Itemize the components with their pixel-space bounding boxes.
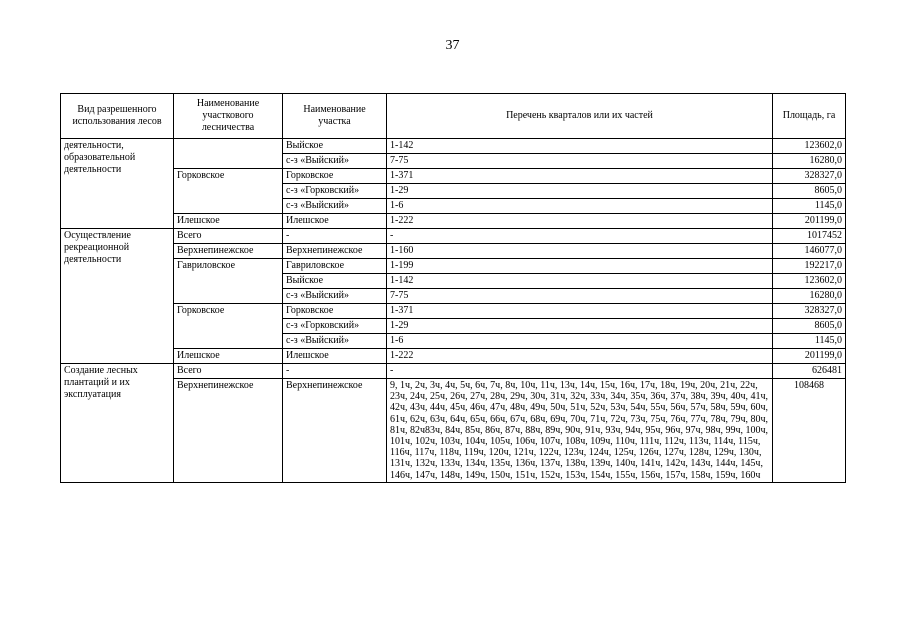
- quarters-cell: 1-371: [387, 304, 773, 319]
- table-header-row: [61, 94, 846, 139]
- quarters-cell: 7-75: [387, 154, 773, 169]
- table-row: [61, 229, 846, 244]
- area-cell: 8605,0: [773, 319, 846, 334]
- quarters-cell: 1-142: [387, 274, 773, 289]
- area-cell: 328327,0: [773, 304, 846, 319]
- site-cell: с-з «Выйский»: [283, 154, 387, 169]
- area-cell: 328327,0: [773, 169, 846, 184]
- quarters-cell: 1-6: [387, 199, 773, 214]
- header-quarters: Перечень кварталов или их частей: [387, 94, 773, 139]
- area-cell: 192217,0: [773, 259, 846, 274]
- site-cell: с-з «Выйский»: [283, 334, 387, 349]
- area-cell: 123602,0: [773, 274, 846, 289]
- table-row: [61, 139, 846, 154]
- area-cell: 108468: [773, 379, 846, 483]
- forestry-cell: Илешское: [174, 349, 283, 364]
- quarters-cell: 7-75: [387, 289, 773, 304]
- table-row: [61, 214, 846, 229]
- site-cell: Верхнепинежское: [283, 379, 387, 483]
- site-cell: с-з «Горковский»: [283, 184, 387, 199]
- area-cell: 1145,0: [773, 199, 846, 214]
- area-cell: 201199,0: [773, 214, 846, 229]
- site-cell: Верхнепинежское: [283, 244, 387, 259]
- forestry-cell: Илешское: [174, 214, 283, 229]
- quarters-cell: 1-142: [387, 139, 773, 154]
- forest-use-table: [60, 93, 846, 483]
- area-cell: 146077,0: [773, 244, 846, 259]
- forestry-cell: Гавриловское: [174, 259, 283, 304]
- table-row: [61, 379, 846, 483]
- forestry-cell: Горковское: [174, 304, 283, 349]
- table-row: [61, 304, 846, 319]
- quarters-cell: 1-29: [387, 319, 773, 334]
- use-type-cell: Осуществление рекреационной деятельности: [61, 229, 174, 364]
- forestry-cell: Всего: [174, 229, 283, 244]
- area-cell: 1017452: [773, 229, 846, 244]
- forestry-cell: Всего: [174, 364, 283, 379]
- site-cell: Горковское: [283, 304, 387, 319]
- quarters-cell: -: [387, 364, 773, 379]
- quarters-cell: 1-222: [387, 214, 773, 229]
- site-cell: -: [283, 364, 387, 379]
- use-type-cell: деятельности, образовательной деятельности: [61, 139, 174, 229]
- forestry-cell: Горковское: [174, 169, 283, 214]
- header-area: Площадь, га: [773, 94, 846, 139]
- quarters-list-cell: 9, 1ч, 2ч, 3ч, 4ч, 5ч, 6ч, 7ч, 8ч, 10ч, 11ч, 13ч, 14ч, 15ч, 16ч, 17ч, 18ч, 19ч, 20ч, 21ч, 22ч, 23ч, 24ч, 25ч, 26ч, 27ч, 28ч, 29ч, 30ч, 31ч, 32ч, 33ч, 34ч, 35ч, 36ч, 37ч, 38ч, 39ч, 40ч, 41ч, 42ч, 43ч, 44ч, 45ч, 46ч, 47ч, 48ч, 49ч, 50ч, 51ч, 52ч, 53ч, 54ч, 55ч, 56ч, 57ч, 58ч, 59ч, 60ч, 61ч, 62ч, 63ч, 64ч, 65ч, 66ч, 67ч, 68ч, 69ч, 70ч, 71ч, 72ч, 73ч, 75ч, 76ч, 77ч, 78ч, 79ч, 80ч, 81ч, 82ч83ч, 84ч, 85ч, 86ч, 87ч, 88ч, 89ч, 90ч, 91ч, 93ч, 94ч, 95ч, 96ч, 97ч, 98ч, 99ч, 100ч, 101ч, 102ч, 103ч, 104ч, 105ч, 106ч, 107ч, 108ч, 109ч, 110ч, 111ч, 112ч, 113ч, 114ч, 115ч, 116ч, 117ч, 118ч, 119ч, 120ч, 121ч, 122ч, 123ч, 124ч, 125ч, 126ч, 127ч, 128ч, 129ч, 130ч, 131ч, 132ч, 133ч, 134ч, 135ч, 136ч, 137ч, 138ч, 139ч, 140ч, 141ч, 142ч, 143ч, 144ч, 145ч, 146ч, 147ч, 148ч, 149ч, 150ч, 151ч, 152ч, 153ч, 154ч, 155ч, 156ч, 157ч, 158ч, 159ч, 160ч: [387, 379, 773, 483]
- site-cell: с-з «Горковский»: [283, 319, 387, 334]
- header-use-type: Вид разрешенного использования лесов: [61, 94, 174, 139]
- forestry-cell: [174, 139, 283, 169]
- table-row: [61, 169, 846, 184]
- quarters-cell: -: [387, 229, 773, 244]
- table-row: [61, 349, 846, 364]
- site-cell: Выйское: [283, 139, 387, 154]
- area-cell: 16280,0: [773, 289, 846, 304]
- header-site: Наименование участка: [283, 94, 387, 139]
- site-cell: -: [283, 229, 387, 244]
- quarters-cell: 1-222: [387, 349, 773, 364]
- table-row: [61, 364, 846, 379]
- forestry-cell: Верхнепинежское: [174, 244, 283, 259]
- quarters-cell: 1-371: [387, 169, 773, 184]
- site-cell: Выйское: [283, 274, 387, 289]
- table-row: [61, 244, 846, 259]
- page-number: 37: [445, 38, 460, 53]
- area-cell: 626481: [773, 364, 846, 379]
- site-cell: Гавриловское: [283, 259, 387, 274]
- quarters-cell: 1-29: [387, 184, 773, 199]
- site-cell: Илешское: [283, 214, 387, 229]
- area-cell: 8605,0: [773, 184, 846, 199]
- area-cell: 1145,0: [773, 334, 846, 349]
- header-forestry: Наименование участкового лесничества: [174, 94, 283, 139]
- quarters-cell: 1-6: [387, 334, 773, 349]
- use-type-cell: Создание лесных плантаций и их эксплуатация: [61, 364, 174, 483]
- area-cell: 16280,0: [773, 154, 846, 169]
- site-cell: Илешское: [283, 349, 387, 364]
- site-cell: с-з «Выйский»: [283, 199, 387, 214]
- quarters-cell: 1-160: [387, 244, 773, 259]
- site-cell: Горковское: [283, 169, 387, 184]
- area-cell: 201199,0: [773, 349, 846, 364]
- table-row: [61, 259, 846, 274]
- site-cell: с-з «Выйский»: [283, 289, 387, 304]
- area-cell: 123602,0: [773, 139, 846, 154]
- forestry-cell: Верхнепинежское: [174, 379, 283, 483]
- quarters-cell: 1-199: [387, 259, 773, 274]
